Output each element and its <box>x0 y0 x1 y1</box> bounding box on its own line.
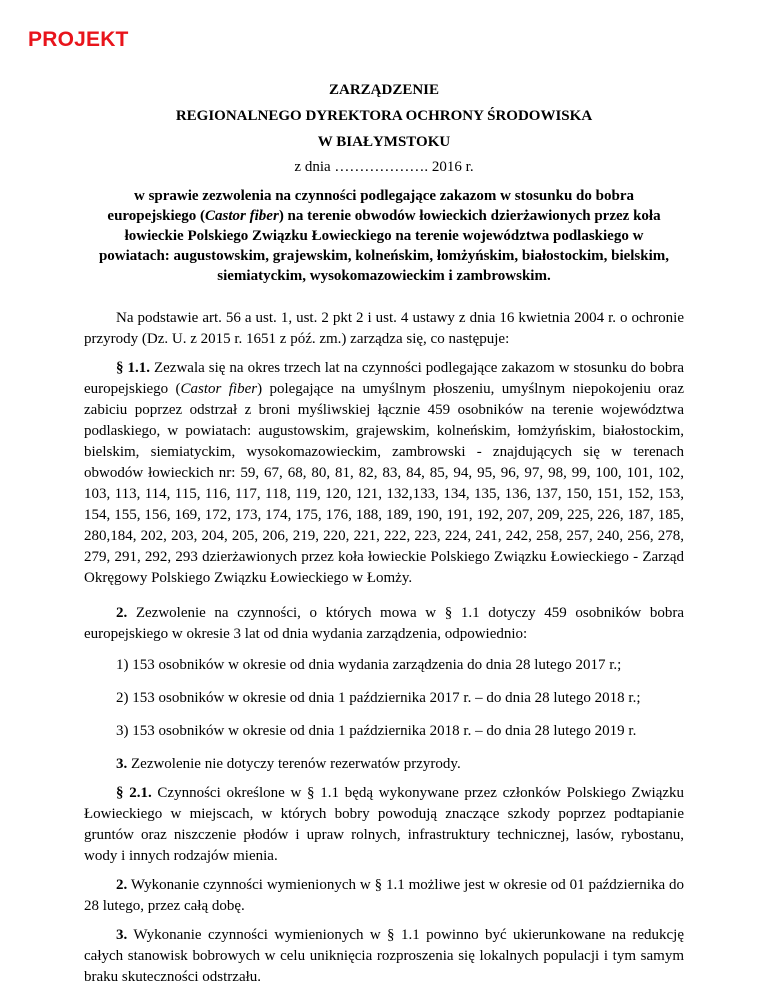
section-2-1-paragraph <box>84 783 684 867</box>
issuer-title: REGIONALNEGO DYREKTORA OCHRONY ŚRODOWISKA <box>175 108 593 124</box>
section-1-2-text: Zezwolenie na czynności, o których mowa w § 1.1 dotyczy 459 osobników bobra europejskiego w okresie 3 lat od dnia wydania zarządzenia, odpowiednio: <box>84 605 684 642</box>
section-2-3-marker: 3. <box>116 927 128 943</box>
list-item: 1) 153 osobników w okresie od dnia wydania zarządzenia do dnia 28 lutego 2017 r.; <box>116 657 622 673</box>
section-1-1-text-a: Zezwala się na okres trzech lat na czynności podlegające zakazom w stosunku do bobra europejskiego ( <box>84 360 685 397</box>
section-1-1-paragraph <box>84 358 684 589</box>
document-date: z dnia ………………. 2016 r. <box>294 159 474 175</box>
section-1-1-marker: § 1.1. <box>116 360 150 376</box>
subject-latin-name: Castor fiber <box>205 208 279 224</box>
section-1-2-marker: 2. <box>116 605 128 621</box>
subject-suffix: ) na terenie obwodów łowieckich dzierżawionych przez koła łowieckie Polskiego Związku Łowieckiego na terenie województwa podlaskiego w powiatach: augustowskim, grajewskim, kolneńskim, łomżyńskim, białostockim, bielskim, siemiatyckim, wysokomazowieckim i zambrowskim. <box>98 208 670 284</box>
section-2-3-text: Wykonanie czynności wymienionych w § 1.1 powinno być ukierunkowane na redukcję całych stanowisk bobrowych w celu uniknięcia rozproszenia się lokalnych populacji i tym samym braku skuteczności odstrzału. <box>84 927 684 985</box>
issuer-location: W BIAŁYMSTOKU <box>317 134 451 150</box>
section-1-3-marker: 3. <box>116 756 128 772</box>
section-2-3-paragraph <box>84 925 684 988</box>
document-title: ZARZĄDZENIE <box>328 82 440 98</box>
legal-basis-paragraph: Na podstawie art. 56 a ust. 1, ust. 2 pkt 2 i ust. 4 ustawy z dnia 16 kwietnia 2004 r. o ochronie przyrody (Dz. U. z 2015 r. 1651 z póź. zm.) zarządza się, co następuje: <box>84 310 684 347</box>
document-subject <box>96 186 672 286</box>
section-2-1-text: Czynności określone w § 1.1 będą wykonywane przez członków Polskiego Związku Łowieckiego w miejscach, w których bobry powodują znaczące szkody poprzez podtapianie gruntów oraz niszczenie płodów i upraw rolnych, infrastruktury technicznej, lasów, rybostanu, wody i innych rodzajów mienia. <box>84 785 685 864</box>
list-item: 3) 153 osobników w okresie od dnia 1 października 2018 r. – do dnia 28 lutego 2019 r. <box>116 723 637 739</box>
list-item: 2) 153 osobników w okresie od dnia 1 października 2017 r. – do dnia 28 lutego 2018 r.; <box>116 690 641 706</box>
section-2-2-paragraph <box>84 875 684 917</box>
document-page <box>84 80 684 988</box>
section-2-2-text: Wykonanie czynności wymienionych w § 1.1 możliwe jest w okresie od 01 października do 28 lutego, przez całą dobę. <box>84 877 684 914</box>
section-1-1-text-b: ) polegające na umyślnym płoszeniu, umyślnym niepokojeniu oraz zabiciu poprzez odstrzał z broni myśliwskiej łącznie 459 osobników na terenie województwa podlaskiego, w powiatach: augustowskim, grajewskim, kolneńskim, łomżyńskim, białostockim, bielskim, siemiatyckim, wysokomazowieckim, zambrowski - znajdujących się w terenach obwodów łowieckich nr: 59, 67, 68, 80, 81, 82, 83, 84, 85, 94, 95, 96, 97, 98, 99, 100, 101, 102, 103, 113, 114, 115, 116, 117, 118, 119, 120, 121, 132,133, 134, 135, 136, 137, 150, 151, 152, 153, 154, 155, 156, 169, 172, 173, 174, 175, 176, 188, 189, 190, 191, 192, 207, 209, 225, 226, 187, 185, 280,184, 202, 203, 204, 205, 206, 219, 220, 221, 222, 223, 224, 241, 242, 258, 257, 240, 256, 278, 279, 291, 292, 293 dzierżawionych przez koła łowieckie Polskiego Związku Łowieckiego - Zarząd Okręgowy Polskiego Związku Łowieckiego w Łomży. <box>84 381 685 586</box>
section-2-1-marker: § 2.1. <box>116 785 152 801</box>
section-1-3-text: Zezwolenie nie dotyczy terenów rezerwatów przyrody. <box>127 756 461 772</box>
section-1-1-latin-name: Castor fiber <box>180 381 258 397</box>
section-1-2-paragraph <box>84 603 684 645</box>
subject-prefix: w sprawie zezwolenia na czynności podlegające zakazom w stosunku do bobra europejskiego ( <box>107 188 634 224</box>
section-1-3-paragraph <box>84 754 684 775</box>
section-2-2-marker: 2. <box>116 877 128 893</box>
projekt-label: PROJEKT <box>28 28 129 51</box>
